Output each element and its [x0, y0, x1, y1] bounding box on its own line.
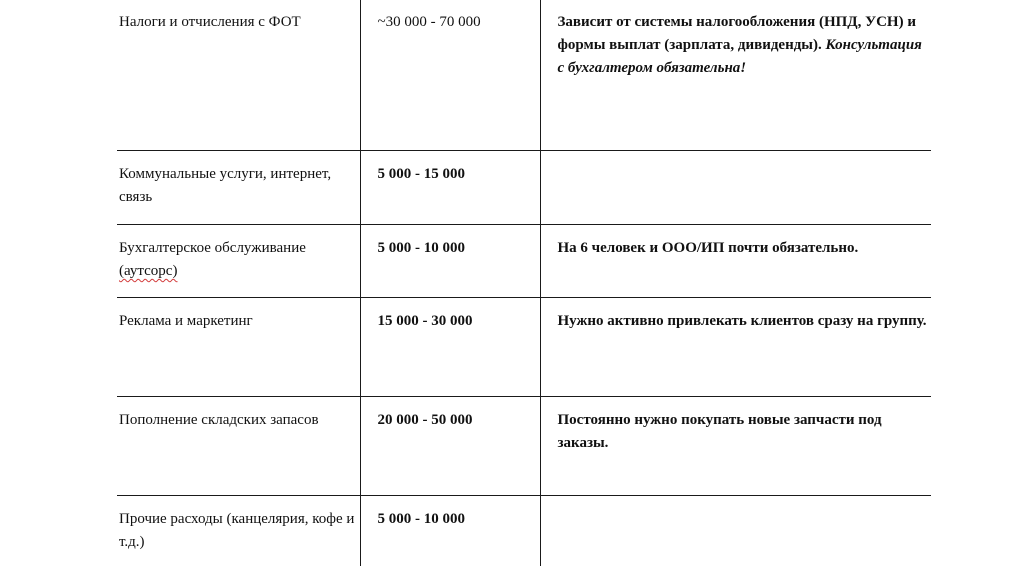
expense-comment-cell — [540, 298, 931, 397]
expense-item-text: Налоги и отчисления с ФОТ — [119, 14, 301, 30]
expense-comment-text: Зависит от системы налогообложения (НПД, УСН) и формы выплат (зарплата, дивиденды). — [557, 14, 916, 53]
table-row — [117, 298, 931, 397]
table-row — [117, 225, 931, 298]
expense-cost-cell — [360, 225, 540, 298]
expense-item-cell — [117, 0, 360, 151]
expense-comment-text — [541, 151, 932, 163]
expense-comment-text: На 6 человек и ООО/ИП почти обязательно. — [557, 240, 859, 256]
expense-comment-text — [541, 496, 932, 508]
expenses-table — [117, 0, 931, 566]
expense-item-cell — [117, 151, 360, 225]
expense-cost-text: 20 000 - 50 000 — [377, 412, 473, 428]
expense-cost-cell — [360, 298, 540, 397]
expense-comment-text: Нужно активно привлекать клиентов сразу на группу. — [557, 313, 927, 329]
expense-comment-cell — [540, 225, 931, 298]
expense-comment-cell — [540, 151, 931, 225]
expense-comment-cell — [540, 496, 931, 567]
expense-item-cell — [117, 225, 360, 298]
expense-comment-note: Консультация с бухгалтером обязательна! — [557, 37, 922, 76]
expense-cost-cell — [360, 0, 540, 151]
expense-item-text: Коммунальные услуги, интернет, связь — [119, 166, 332, 205]
expense-item-cell — [117, 298, 360, 397]
expense-item-text: Реклама и маркетинг — [119, 313, 253, 329]
expense-item-cell — [117, 496, 360, 567]
expense-cost-cell — [360, 496, 540, 567]
expense-item-extra: (аутсорс) — [119, 263, 178, 279]
expense-cost-cell — [360, 151, 540, 225]
expense-comment-text: Постоянно нужно покупать новые запчасти под заказы. — [557, 412, 882, 451]
expense-cost-text: ~30 000 - 70 000 — [377, 14, 481, 30]
expense-item-cell — [117, 397, 360, 496]
expense-cost-cell — [360, 397, 540, 496]
table-row — [117, 397, 931, 496]
table-row — [117, 496, 931, 567]
expense-item-text: Бухгалтерское обслуживание — [119, 240, 306, 256]
expense-item-text: Прочие расходы (канцелярия, кофе и т.д.) — [119, 511, 355, 550]
table-row — [117, 151, 931, 225]
table-row — [117, 0, 931, 151]
expense-comment-block — [541, 0, 932, 80]
expense-cost-text: 5 000 - 10 000 — [377, 511, 465, 527]
expense-item-block — [117, 225, 360, 283]
expense-comment-cell — [540, 0, 931, 151]
expense-comment-cell — [540, 397, 931, 496]
expense-cost-text: 5 000 - 15 000 — [377, 166, 465, 182]
expense-item-text: Пополнение складских запасов — [119, 412, 319, 428]
expense-cost-text: 5 000 - 10 000 — [377, 240, 465, 256]
expense-cost-text: 15 000 - 30 000 — [377, 313, 473, 329]
